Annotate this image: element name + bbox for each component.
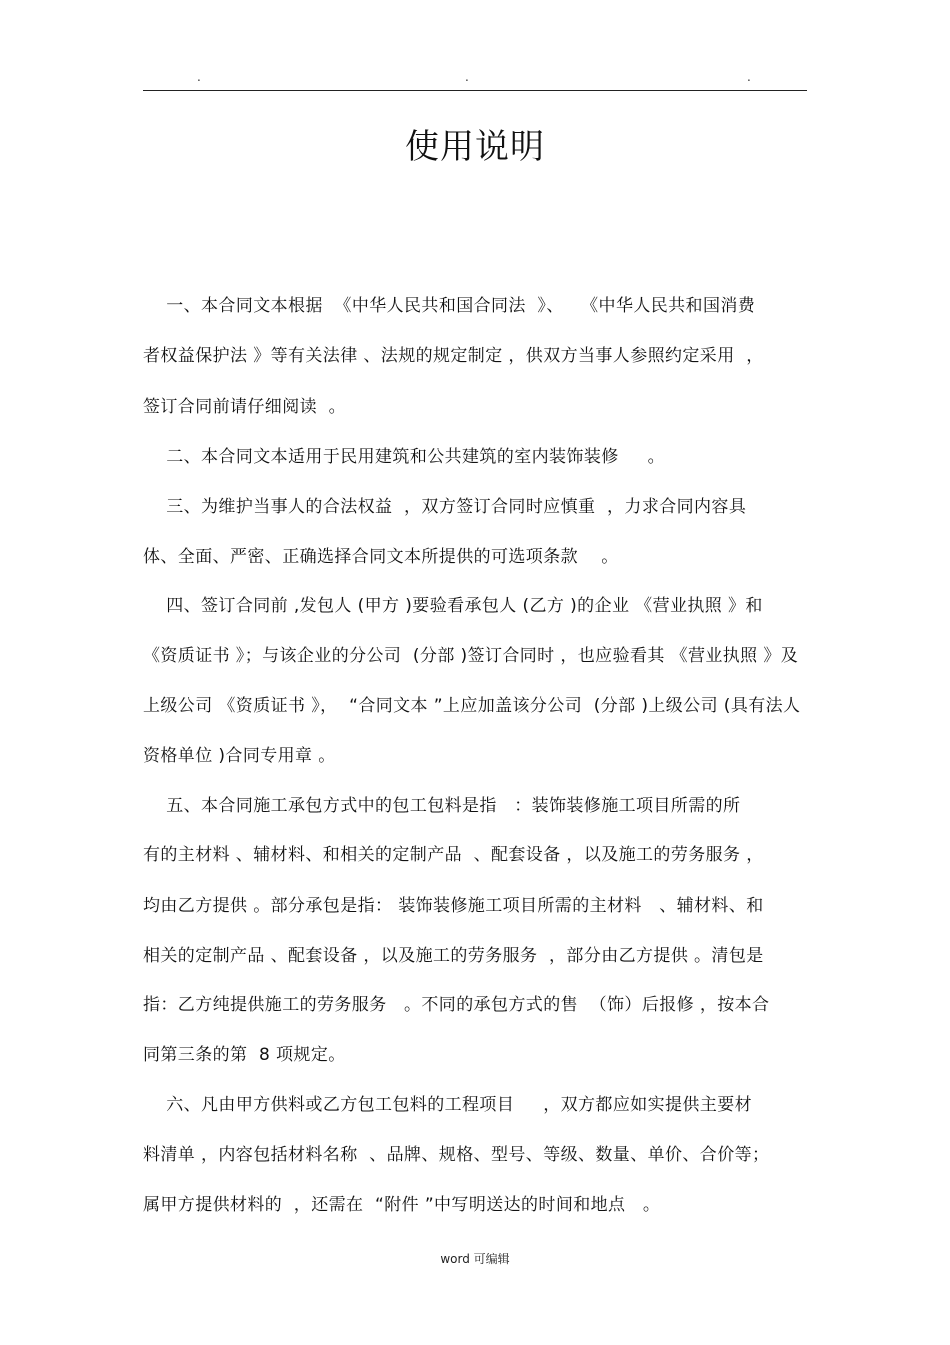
text-line: 均由乙方提供 。部分承包是指： 装饰装修施工项目所需的主材料 、辅材料、和	[143, 896, 764, 916]
header-mark: .	[197, 70, 201, 84]
text-line: 资格单位 )合同专用章 。	[143, 746, 336, 766]
text-line: 二、本合同文本适用于民用建筑和公共建筑的室内装饰装修 。	[143, 447, 666, 467]
text-line: 六、凡由甲方供料或乙方包工包料的工程项目 ，双方都应如实提供主要材	[143, 1095, 753, 1115]
text-line: 相关的定制产品 、配套设备 ，以及施工的劳务服务 ，部分由乙方提供 。清包是	[143, 946, 764, 966]
text-line: 指：乙方纯提供施工的劳务服务 。不同的承包方式的售 （饰）后报修 ，按本合	[143, 995, 770, 1015]
text-line: 料清单 ，内容包括材料名称 、品牌、规格、型号、等级、数量、单价、合价等；	[143, 1145, 770, 1165]
text-line: 一、本合同文本根据 《中华人民共和国合同法 》、 《中华人民共和国消费	[143, 296, 756, 316]
text-line: 四、签订合同前 ,发包人 (甲方 )要验看承包人 (乙方 )的企业 《营业执照 》和	[143, 596, 763, 616]
page-footer: word 可编辑	[440, 1252, 510, 1266]
text-line: 签订合同前请仔细阅读 。	[143, 397, 347, 417]
text-line: 有的主材料 、辅材料、和相关的定制产品 、配套设备 ，以及施工的劳务服务 ，	[143, 845, 764, 865]
text-line: 属甲方提供材料的 ，还需在 “附件 ”中写明送达的时间和地点 。	[143, 1195, 661, 1215]
text-line: 者权益保护法 》等有关法律 、法规的规定制定 ，供双方当事人参照约定采用 ，	[143, 346, 764, 366]
text-line: 《资质证书 》；与该企业的分公司 (分部 )签订合同时 ，也应验看其 《营业执照 》及	[143, 646, 799, 666]
header-rule	[143, 90, 807, 91]
text-line: 五、本合同施工承包方式中的包工包料是指 ：装饰装修施工项目所需的所	[143, 796, 741, 816]
header-mark: .	[465, 70, 469, 84]
header-mark: .	[747, 70, 751, 84]
text-line: 上级公司 《资质证书 》， “合同文本 ”上应加盖该分公司 (分部 )上级公司 (具有法人	[143, 696, 801, 716]
text-line: 同第三条的第 8 项规定。	[143, 1045, 346, 1065]
header-marks	[143, 70, 807, 86]
text-line: 体、全面、严密、正确选择合同文本所提供的可选项条款 。	[143, 547, 619, 567]
page-title: 使用说明	[405, 127, 545, 167]
text-line: 三、为维护当事人的合法权益 ，双方签订合同时应慎重 ，力求合同内容具	[143, 497, 747, 517]
